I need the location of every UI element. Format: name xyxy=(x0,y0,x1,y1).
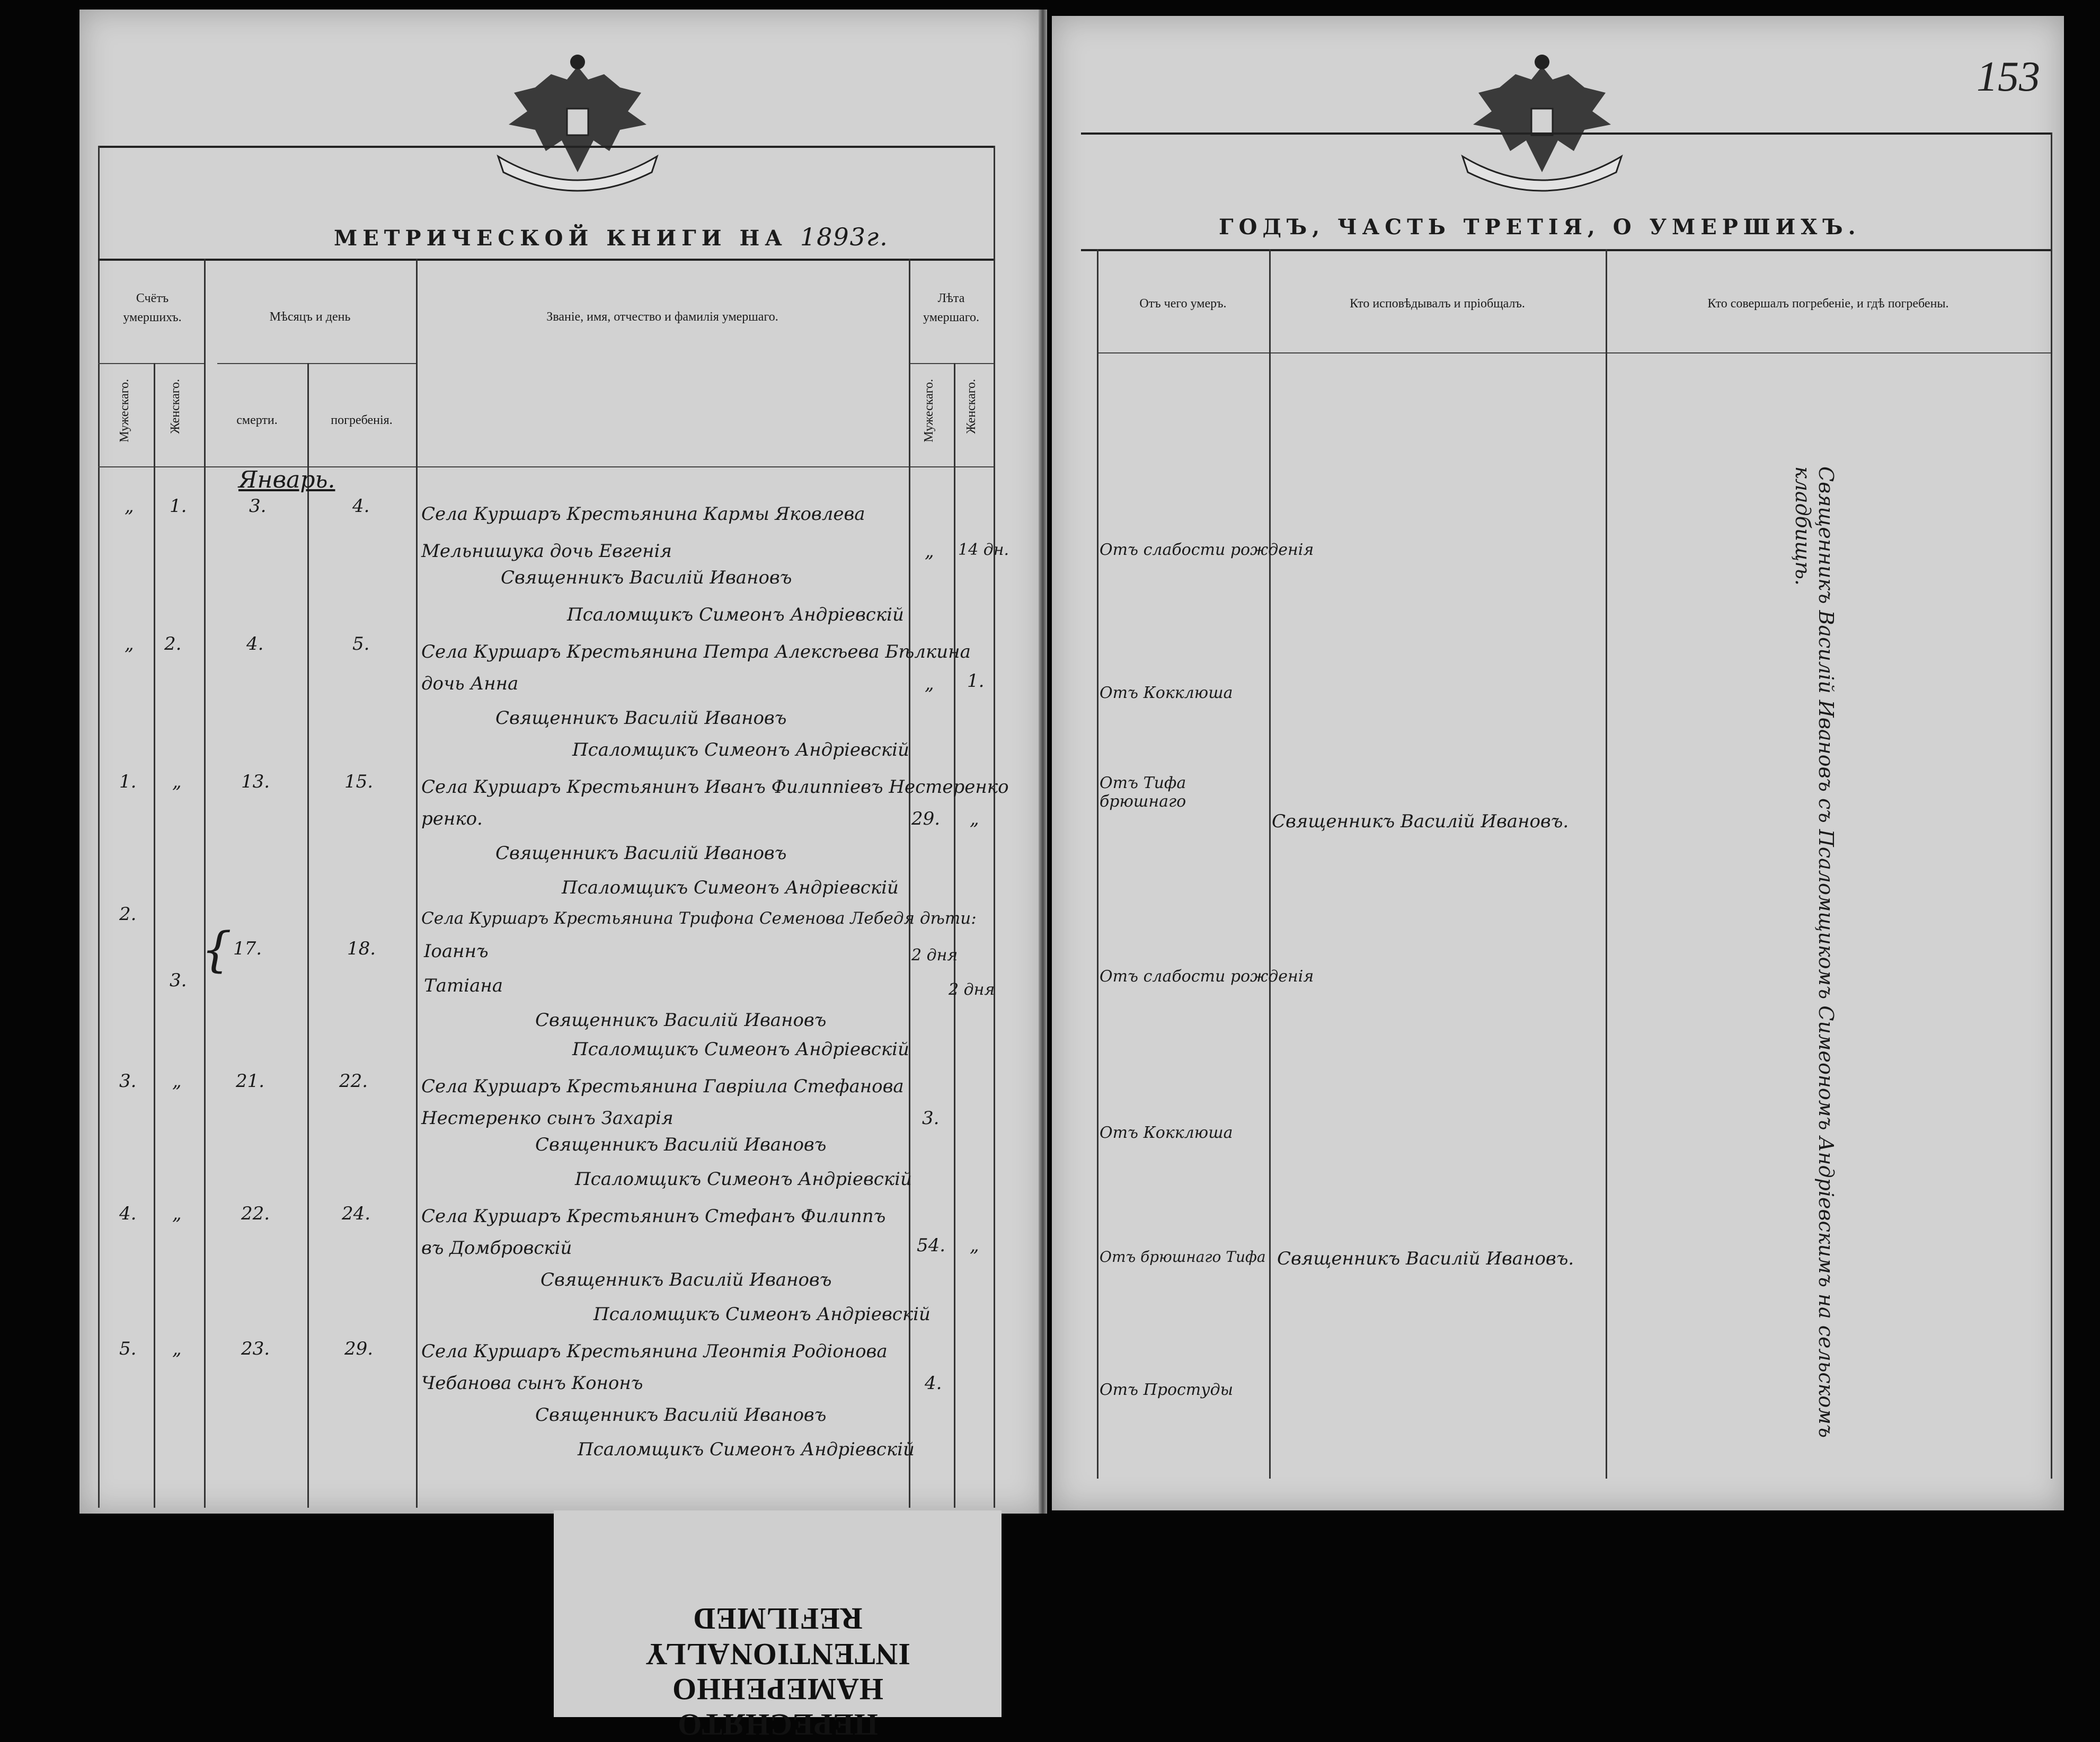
refilmed-stamp xyxy=(554,1510,1002,1742)
entry-3-death: 13. xyxy=(241,771,270,792)
header-count-female: Женскаго. xyxy=(169,379,182,434)
entry-6-age-female: „ xyxy=(970,1235,979,1256)
col-sep xyxy=(204,259,206,1508)
cause-5: Отъ Кокклюша xyxy=(1100,1124,1233,1142)
left-outer-border xyxy=(98,146,100,1508)
burial-note-line-1: Священникъ Василій Ивановъ съ Псаломщикомъ Симеономъ Андріевскимъ на сельскомъ xyxy=(1814,466,1838,1438)
entry-1-female: 1. xyxy=(170,496,187,517)
entry-2-psalmist: Псаломщикъ Симеонъ Андрiевскiй xyxy=(572,739,909,761)
entry-1-priest: Священникъ Василій Ивановъ xyxy=(501,567,792,588)
header-burial-by: Кто совершалъ погребеніе, и гдѣ погребены. xyxy=(1707,297,1949,311)
entry-4-psalmist: Псаломщикъ Симеонъ Андрiевскiй xyxy=(572,1039,909,1060)
entry-5-psalmist: Псаломщикъ Симеонъ Андрiевскiй xyxy=(575,1169,912,1190)
entry-6-burial: 24. xyxy=(342,1203,371,1224)
entry-2-name-line-2: дочь Анна xyxy=(421,673,519,694)
entry-7-name-line-2: Чебанова сынъ Кононъ xyxy=(421,1373,643,1394)
entry-3-female: „ xyxy=(172,771,182,792)
book-spine xyxy=(1039,10,1047,1514)
entry-3-male: 1. xyxy=(119,771,137,792)
entry-4-name-line-1: Села Куршаръ Крестьянина Трифона Семенова Лебедя дѣти: xyxy=(421,909,977,928)
entry-6-name-line-2: въ Домбровскiй xyxy=(421,1237,572,1259)
col-sep xyxy=(416,259,418,1508)
entry-3-age-male: 29. xyxy=(911,808,941,829)
entry-7-burial: 29. xyxy=(344,1338,374,1359)
entry-7-psalmist: Псаломщикъ Симеонъ Андрiевскiй xyxy=(578,1439,915,1460)
col-sep xyxy=(154,363,155,1508)
entry-4-death: 17. xyxy=(233,938,262,959)
header-count-male: Мужескаго. xyxy=(118,379,131,443)
header-confessor: Кто исповѣдывалъ и пріобщалъ. xyxy=(1350,297,1525,311)
header-count: Счётъ умершихъ. xyxy=(123,291,182,324)
entry-4-female: 3. xyxy=(170,970,187,991)
header-mid-rule-3 xyxy=(909,363,994,364)
entry-6-male: 4. xyxy=(119,1203,137,1224)
burial-note xyxy=(1791,466,1838,1438)
entry-7-death: 23. xyxy=(241,1338,270,1359)
header-name: Званіе, имя, отчество и фамилія умершаго. xyxy=(546,310,778,324)
entry-2-name-line-1: Села Куршаръ Крестьянина Петра Алексѣева Бѣлкина xyxy=(421,641,971,662)
right-page xyxy=(1052,16,2064,1510)
entry-2-burial: 5. xyxy=(352,633,370,655)
entry-1-burial: 4. xyxy=(352,496,370,517)
col-sep xyxy=(307,363,309,1508)
col-sep xyxy=(954,363,955,1508)
entry-1-male: „ xyxy=(125,496,134,517)
imperial-eagle-emblem-left xyxy=(477,50,678,199)
right-outer-border xyxy=(2051,132,2052,1479)
entry-6-psalmist: Псаломщикъ Симеонъ Андрiевскiй xyxy=(593,1304,931,1325)
book-title: МЕТРИЧЕСКОЙ КНИГИ НА 1893г. xyxy=(334,223,889,251)
entry-3-name-line-2: ренко. xyxy=(421,808,483,829)
header-death: смерти. xyxy=(236,413,278,427)
burial-note-line-2: кладбищѣ. xyxy=(1791,466,1814,586)
entry-7-female: „ xyxy=(172,1338,182,1359)
right-title: ГОДЪ, ЧАСТЬ ТРЕТІЯ, О УМЕРШИХЪ. xyxy=(1219,215,1861,240)
entry-2-female: 2. xyxy=(164,633,182,655)
cause-6: Отъ брюшнаго Тифа xyxy=(1100,1248,1266,1266)
entry-6-death: 22. xyxy=(241,1203,270,1224)
entry-6-female: „ xyxy=(172,1203,182,1224)
entry-5-death: 21. xyxy=(236,1071,265,1092)
entry-2-age-female: 1. xyxy=(967,670,985,692)
right-col-sep xyxy=(1269,249,1271,1479)
right-title-rule xyxy=(1081,249,2051,251)
entry-7-male: 5. xyxy=(119,1338,137,1359)
entry-5-burial: 22. xyxy=(339,1071,368,1092)
entry-5-priest: Священникъ Василій Ивановъ xyxy=(535,1134,827,1155)
page-number: 153 xyxy=(1977,54,2040,100)
entry-4-name-line-3: Татіана xyxy=(424,975,503,996)
entry-4-burial: 18. xyxy=(347,938,376,959)
cause-3: Отъ Тифа брюшнаго xyxy=(1100,774,1186,811)
entry-1-name-line-2: Мельнишука дочь Евгенія xyxy=(421,541,672,562)
entry-4-age-male: 2 дня xyxy=(911,946,958,965)
entry-4-age-female: 2 дня xyxy=(949,980,995,999)
entry-2-priest: Священникъ Василій Ивановъ xyxy=(495,708,787,729)
stamp-line-2: INTENTIONALLY REFILMED xyxy=(645,1601,910,1672)
header-rule xyxy=(98,259,994,261)
right-col-sep xyxy=(1097,249,1098,1479)
entry-1-name-line-1: Села Куршаръ Крестьянина Кармы Яковлева xyxy=(421,503,865,525)
header-month-day: Мѣсяцъ и день xyxy=(269,310,351,324)
confessor-1: Священникъ Василій Ивановъ. xyxy=(1272,811,1569,832)
year-handwritten: 1893 xyxy=(800,223,866,251)
left-top-rule xyxy=(98,146,994,148)
right-top-rule xyxy=(1081,132,2051,135)
cause-1: Отъ слабости рожденія xyxy=(1100,541,1314,559)
entry-3-priest: Священникъ Василій Ивановъ xyxy=(495,843,787,864)
entry-5-name-line-2: Нестеренко сынъ Захарія xyxy=(421,1108,674,1129)
right-header-bottom-rule xyxy=(1097,352,2051,353)
entry-7-age-male: 4. xyxy=(925,1373,942,1394)
entry-6-priest: Священникъ Василій Ивановъ xyxy=(540,1269,832,1290)
cause-2: Отъ Кокклюша xyxy=(1100,684,1233,702)
left-inner-border xyxy=(994,146,995,1508)
entry-1-age-male: „ xyxy=(925,541,934,562)
entry-3-psalmist: Псаломщикъ Симеонъ Андрiевскiй xyxy=(562,877,899,898)
entry-2-age-male: „ xyxy=(925,673,934,694)
stamp-line-1: ПЕРЕСНЯТО НАМЕРЕННО xyxy=(672,1672,883,1742)
entry-4-male: 2. xyxy=(119,904,137,925)
entry-1-age-female: 14 дн. xyxy=(958,541,1009,559)
header-age: Лѣта умершаго. xyxy=(923,291,979,324)
entry-1-death: 3. xyxy=(249,496,267,517)
entry-2-death: 4. xyxy=(246,633,264,655)
header-mid-rule-2 xyxy=(217,363,416,364)
entry-7-name-line-1: Села Куршаръ Крестьянина Леонтія Родіонова xyxy=(421,1341,888,1362)
entry-4-brace: { xyxy=(201,922,232,978)
month-label: Январь. xyxy=(238,466,335,493)
right-col-sep xyxy=(1606,249,1607,1479)
entry-1-psalmist: Псаломщикъ Симеонъ Андрiевскiй xyxy=(567,604,904,625)
header-age-female: Женскаго. xyxy=(964,379,978,434)
entry-5-female: „ xyxy=(172,1071,182,1092)
confessor-2: Священникъ Василій Ивановъ. xyxy=(1277,1248,1574,1269)
cause-7: Отъ Простуды xyxy=(1100,1381,1234,1399)
header-bottom-rule xyxy=(98,466,994,467)
header-cause: Отъ чего умеръ. xyxy=(1139,297,1227,311)
entry-5-age-male: 3. xyxy=(922,1108,940,1129)
header-age-male: Мужескаго. xyxy=(922,379,936,443)
entry-7-priest: Священникъ Василій Ивановъ xyxy=(535,1404,827,1426)
imperial-eagle-emblem-right xyxy=(1441,50,1643,199)
entry-5-name-line-1: Села Куршаръ Крестьянина Гавріила Стефанова xyxy=(421,1076,904,1097)
cause-4: Отъ слабости рожденія xyxy=(1100,967,1314,986)
entry-3-burial: 15. xyxy=(344,771,374,792)
header-burial: погребенія. xyxy=(331,413,393,427)
entry-6-name-line-1: Села Куршаръ Крестьянинъ Стефанъ Филиппъ xyxy=(421,1206,886,1227)
entry-5-male: 3. xyxy=(119,1071,137,1092)
entry-4-name-line-2: Іоаннъ xyxy=(424,941,489,962)
entry-3-name-line-1: Села Куршаръ Крестьянинъ Иванъ Филиппiевъ Нестеренко xyxy=(421,776,1009,798)
entry-4-priest: Священникъ Василій Ивановъ xyxy=(535,1010,827,1031)
header-mid-rule xyxy=(98,363,204,364)
entry-3-age-female: „ xyxy=(970,808,979,829)
entry-2-male: „ xyxy=(125,633,134,655)
entry-6-age-male: 54. xyxy=(917,1235,946,1256)
